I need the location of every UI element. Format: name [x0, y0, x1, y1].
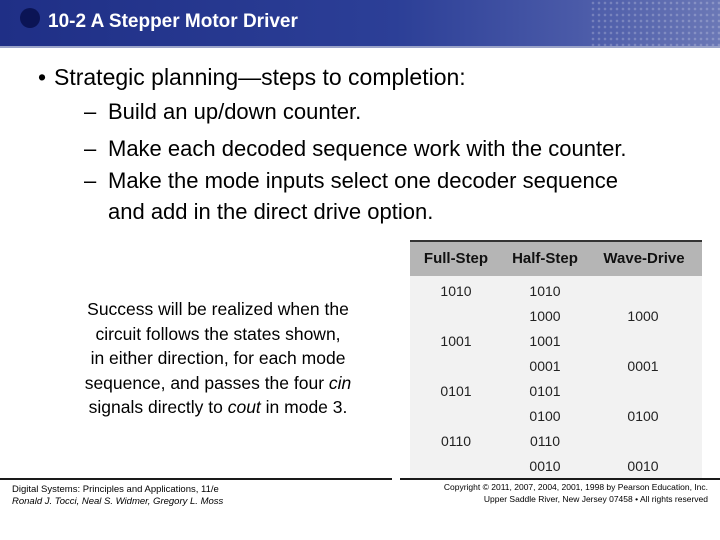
note-text: signals directly to — [88, 397, 228, 417]
main-bullet-text: Strategic planning—steps to completion: — [54, 64, 466, 90]
sub-bullet-1 — [84, 99, 361, 125]
note-line: in either direction, for each mode — [90, 348, 346, 368]
table-cell: 1001 — [440, 333, 472, 349]
note-emphasis: cout — [227, 397, 261, 417]
slide-title: 10-2 A Stepper Motor Driver — [48, 11, 298, 32]
sub-bullet-2 — [84, 136, 627, 162]
footer-authors: Ronald J. Tocci, Neal S. Widmer, Gregory L. Moss — [12, 496, 224, 507]
note-text: sequence, and passes the four — [84, 372, 329, 393]
table-cell: 1010 — [440, 283, 472, 299]
success-note — [60, 297, 376, 420]
header-pattern — [590, 0, 720, 46]
header-divider — [0, 46, 720, 48]
table-cell: 0110 — [529, 433, 561, 449]
column-header-full-step: Full-Step — [423, 250, 489, 267]
table-cell: 0110 — [440, 433, 472, 449]
table-cell: 1010 — [529, 283, 561, 299]
footer-copyright — [444, 482, 708, 505]
main-bullet — [38, 64, 466, 91]
column-header-half-step: Half-Step — [512, 250, 578, 267]
sub-bullet-text: Make the mode inputs select one decoder sequence — [108, 168, 618, 193]
table-header — [410, 240, 702, 276]
note-emphasis: cin — [328, 372, 352, 393]
table-cell: 0010 — [627, 458, 659, 474]
sub-bullet-3-continuation: and add in the direct drive option. — [108, 199, 434, 224]
footer-divider-left — [0, 478, 392, 480]
table-cell: 0100 — [529, 408, 561, 424]
table-cell: 1000 — [529, 308, 561, 324]
note-line: circuit follows the states shown, — [95, 323, 341, 344]
table-cell: 0001 — [529, 358, 561, 374]
sub-bullet-3 — [84, 168, 618, 194]
bullet-dot-icon: • — [38, 64, 47, 90]
note-line — [60, 371, 376, 396]
table-cell: 0100 — [627, 408, 659, 424]
column-header-wave-drive: Wave-Drive — [603, 250, 685, 267]
footer-rights-line: Upper Saddle River, New Jersey 07458 • All rights reserved — [483, 493, 708, 504]
note-line: Success will be realized when the — [87, 299, 349, 319]
table-cell: 0101 — [440, 383, 472, 399]
dash-icon: – — [84, 168, 97, 193]
title-bullet-icon — [20, 8, 40, 28]
sub-bullet-text: Make each decoded sequence work with the counter. — [108, 136, 627, 161]
table-cell: 0010 — [529, 458, 561, 474]
footer-divider-right — [400, 478, 720, 480]
dash-icon: – — [84, 136, 97, 161]
footer-copyright-line: Copyright © 2011, 2007, 2004, 2001, 1998 by Pearson Education, Inc. — [443, 482, 708, 492]
dash-icon: – — [84, 99, 97, 124]
sub-bullet-text: Build an up/down counter. — [108, 99, 362, 124]
footer-book-title: Digital Systems: Principles and Applications, 11/e — [12, 484, 219, 495]
table-cell: 0101 — [529, 383, 561, 399]
step-sequence-table — [410, 240, 702, 478]
table-cell: 0001 — [627, 358, 659, 374]
footer-citation — [12, 484, 223, 508]
table-cell: 1001 — [529, 333, 561, 349]
note-text: in mode 3. — [260, 397, 348, 417]
note-line — [60, 395, 376, 420]
table-cell: 1000 — [627, 308, 659, 324]
